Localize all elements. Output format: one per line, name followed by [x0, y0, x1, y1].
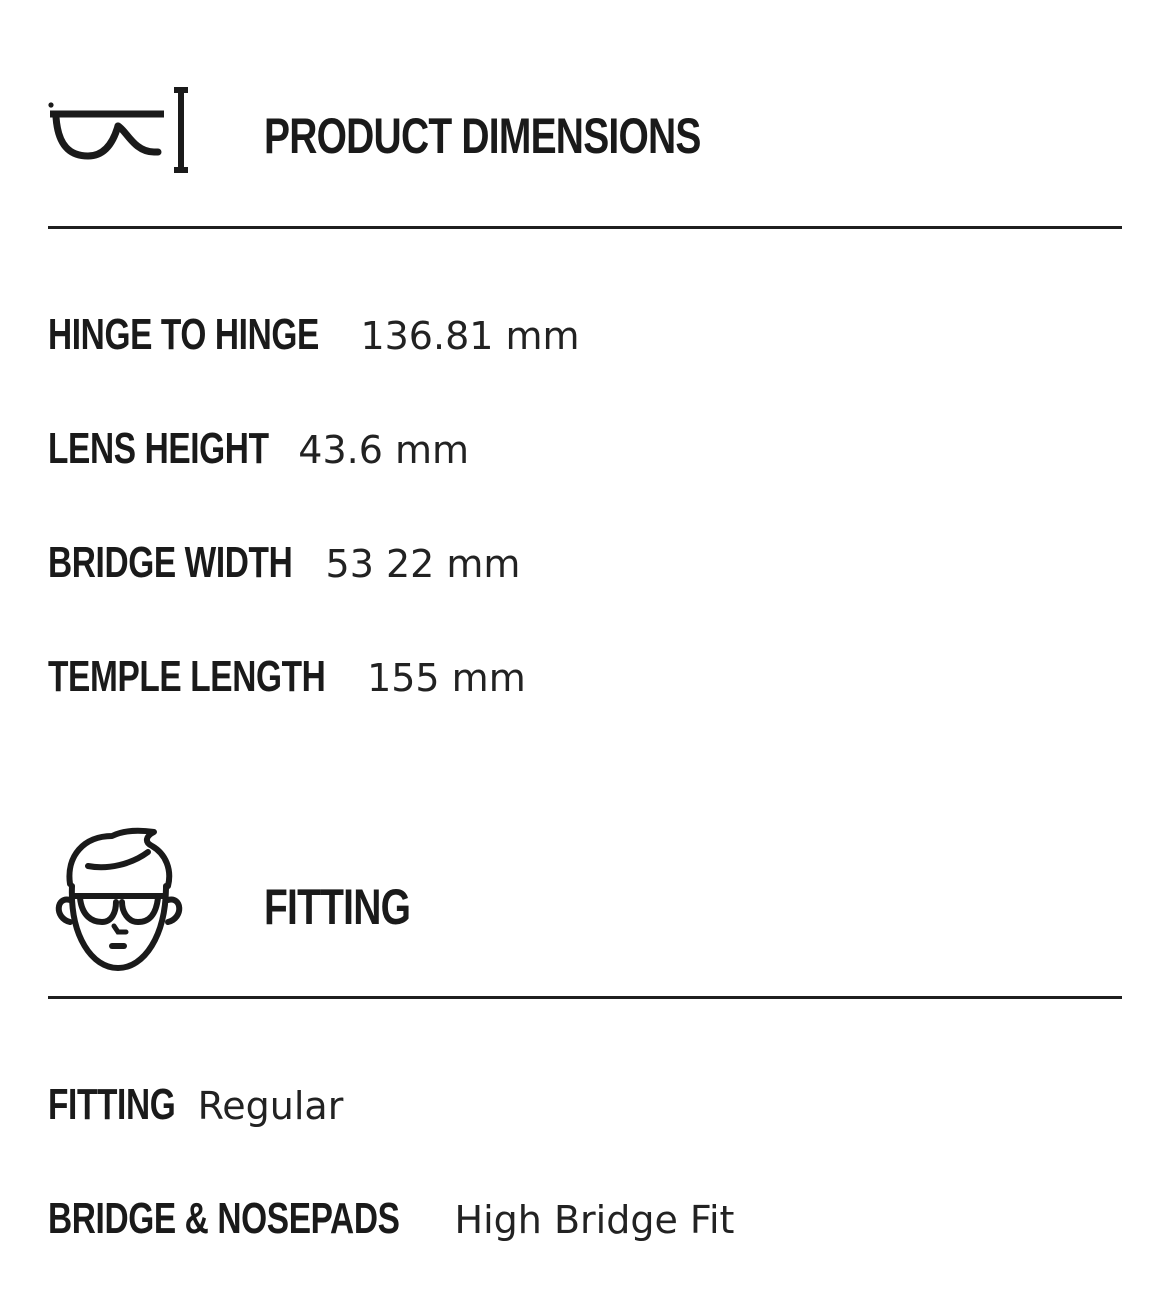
row-value: 53 22 mm	[325, 542, 521, 586]
dimension-row-bridge-width	[48, 538, 520, 588]
dimension-row-hinge-to-hinge	[48, 310, 580, 360]
fitting-row-bridge-nosepads	[48, 1194, 734, 1244]
dimension-row-temple-length	[48, 652, 526, 702]
fitting-divider	[48, 996, 1122, 999]
fitting-row-fitting	[48, 1080, 343, 1130]
dimensions-divider	[48, 226, 1122, 229]
row-value: High Bridge Fit	[454, 1198, 735, 1242]
fitting-title: FITTING	[264, 879, 411, 935]
row-label: TEMPLE LENGTH	[48, 652, 326, 701]
row-value: Regular	[197, 1084, 344, 1128]
dimensions-title: PRODUCT DIMENSIONS	[264, 108, 701, 164]
row-label: FITTING	[48, 1080, 176, 1129]
row-label: BRIDGE WIDTH	[48, 538, 293, 587]
dimension-row-lens-height	[48, 424, 469, 474]
row-label: HINGE TO HINGE	[48, 310, 319, 359]
row-label: BRIDGE & NOSEPADS	[48, 1194, 400, 1243]
row-value: 155 mm	[367, 656, 526, 700]
glasses-measure-icon	[48, 84, 198, 176]
fitting-header	[48, 826, 1122, 976]
face-with-glasses-icon	[48, 826, 188, 976]
dimensions-header	[48, 84, 1122, 184]
row-label: LENS HEIGHT	[48, 424, 269, 473]
row-value: 136.81 mm	[360, 314, 580, 358]
row-value: 43.6 mm	[298, 428, 470, 472]
